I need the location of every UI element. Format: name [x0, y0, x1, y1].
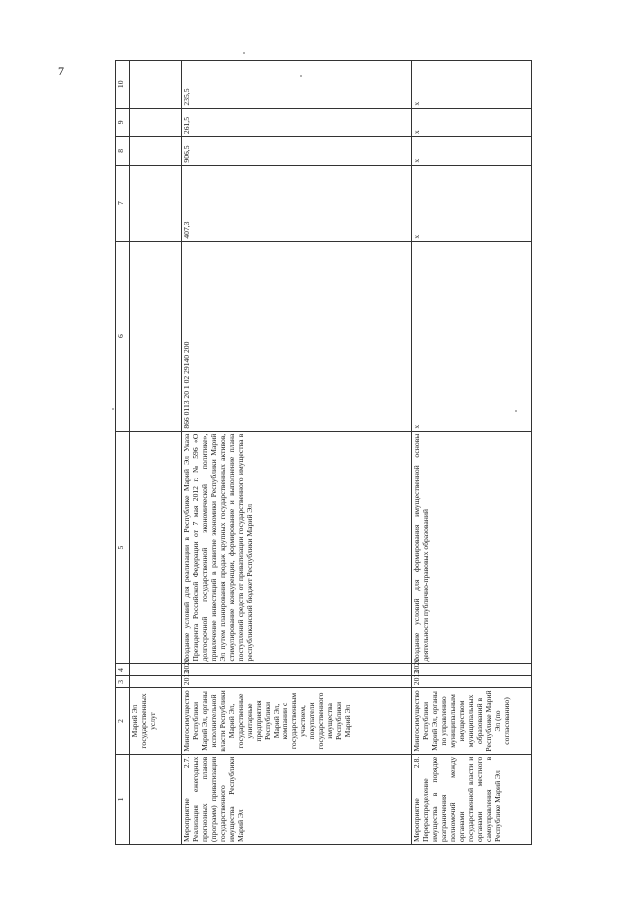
value-col-7: х [412, 165, 532, 241]
program-table [115, 60, 532, 845]
budget-code: 866 0113 20 1 02 29140 200 [182, 241, 412, 431]
start-year: 2013 [182, 676, 412, 688]
scan-speck [243, 52, 245, 54]
scan-speck [300, 75, 302, 77]
measure-executor: Мингосимущество Республики Марий Эл, органы исполнительной власти Республики Марий Эл, государственные унитарные предприятия Республики Марий Эл, компании с государственным участием, покупатели государственного имущества Республики Марий Эл [182, 688, 412, 755]
scan-speck [515, 410, 517, 412]
value-col-7: 407,3 [182, 165, 412, 241]
header-col-4: 4 [116, 664, 130, 676]
continuation-executor: Марий Эл государственных услуг [130, 688, 182, 755]
value-col-10: 235,5 [182, 61, 412, 109]
measure-name: Мероприятие 2.7. Реализация ежегодных прогнозных планов (программ) приватизации государственного имущества Республики Марий Эл [182, 754, 412, 844]
header-col-2: 2 [116, 688, 130, 755]
value-col-9: 261,5 [182, 108, 412, 137]
measure-name: Мероприятие 2.8. Перераспределение имущества в порядке разграничения полномочий между органами государственной власти и органами местного самоуправления в Республике Марий Эл [412, 754, 532, 844]
end-year: 2020 [412, 664, 532, 676]
expected-result: создание условий для реализации в Республике Марий Эл Указа Президента Российской Федерации от 7 мая 2012 г. № 596 «О долгосрочной государственной экономической политике», привлечение инвестиций в развитие экономики Республики Марий Эл путем планирования продаж крупных государственных активов, стимулирование конкуренции, формирование и выполнение плана поступлений средств от приватизации государственного имущества в республиканский бюджет Республики Марий Эл [182, 431, 412, 664]
table-row-measure-2-7 [182, 61, 412, 845]
start-year: 2013 [412, 676, 532, 688]
table-row-measure-2-8 [412, 61, 532, 845]
header-col-1: 1 [116, 754, 130, 844]
end-year: 2020 [182, 664, 412, 676]
header-col-8: 8 [116, 137, 130, 166]
expected-result: создание условий для формирования имущественной основы деятельности публично-правовых образований [412, 431, 532, 664]
header-col-9: 9 [116, 108, 130, 137]
value-col-9: х [412, 108, 532, 137]
budget-code: х [412, 241, 532, 431]
value-col-10: х [412, 61, 532, 109]
header-col-5: 5 [116, 431, 130, 664]
value-col-8: х [412, 137, 532, 166]
scan-speck [112, 408, 114, 410]
measure-executor: Мингосимущество Республики Марий Эл, органы по управлению муниципальным имуществом муниципальных образований в Республике Марий Эл (по согласованию) [412, 688, 532, 755]
table-header-row [116, 61, 130, 845]
value-col-8: 906,5 [182, 137, 412, 166]
header-col-3: 3 [116, 676, 130, 688]
header-col-10: 10 [116, 61, 130, 109]
header-col-6: 6 [116, 241, 130, 431]
page-number: 7 [58, 64, 64, 78]
rotated-table-page [115, 60, 511, 845]
header-col-7: 7 [116, 165, 130, 241]
continuation-row [130, 61, 182, 845]
